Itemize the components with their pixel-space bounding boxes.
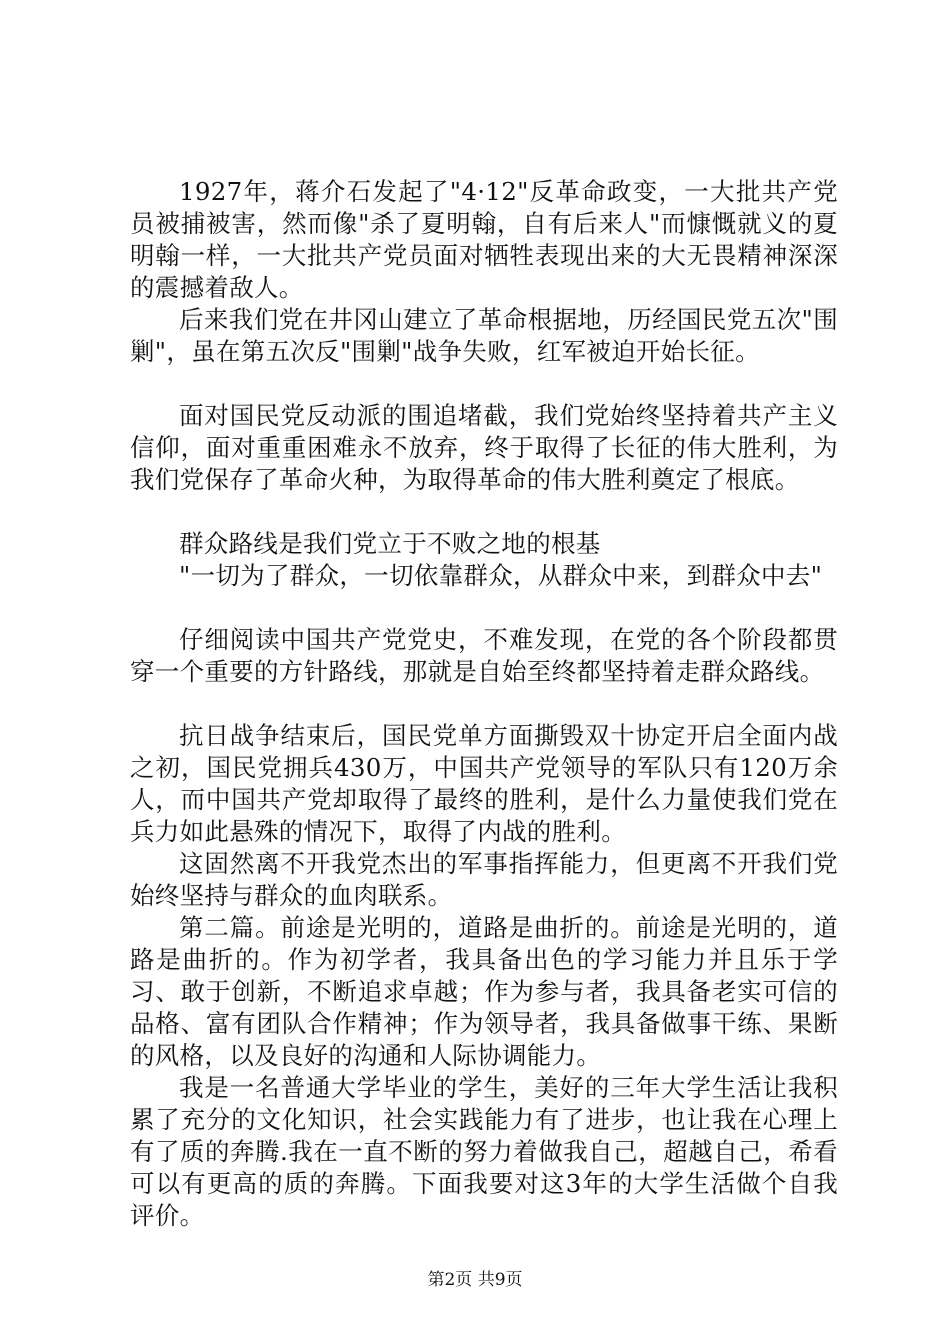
paragraph-5: 抗日战争结束后，国民党单方面撕毁双十协定开启全面内战之初，国民党拥兵430万，中国共产党领导的军队只有120万余人，而中国共产党却取得了最终的胜利，是什么力量使我们党在兵力如此悬殊的情况下，取得了内战的胜利。 bbox=[130, 721, 838, 846]
section-heading: 群众路线是我们党立于不败之地的根基 bbox=[179, 529, 601, 558]
paragraph-gap bbox=[130, 368, 838, 400]
paragraph-gap bbox=[130, 496, 838, 528]
document-body bbox=[130, 176, 838, 1232]
paragraph-6: 这固然离不开我党杰出的军事指挥能力，但更离不开我们党始终坚持与群众的血肉联系。 bbox=[130, 849, 838, 910]
paragraph-8: 我是一名普通大学毕业的学生，美好的三年大学生活让我积累了充分的文化知识，社会实践能力有了进步，也让我在心理上有了质的奔腾.我在一直不断的努力着做我自己，超越自己，希看可以有更高的质的奔腾。下面我要对这3年的大学生活做个自我评价。 bbox=[130, 1073, 839, 1230]
paragraph-3: 面对国民党反动派的围追堵截，我们党始终坚持着共产主义信仰，面对重重困难永不放弃，终于取得了长征的伟大胜利，为我们党保存了革命火种，为取得革命的伟大胜利奠定了根底。 bbox=[130, 401, 838, 494]
page-number-footer: 第2页 共9页 bbox=[427, 1270, 523, 1290]
paragraph-1: 1927年，蒋介石发起了"4·12"反革命政变，一大批共产党员被捕被害，然而像"杀了夏明翰，自有后来人"而慷慨就义的夏明翰一样，一大批共产党员面对牺牲表现出来的大无畏精神深深的震撼着敌人。 bbox=[130, 177, 838, 302]
slogan-quote: "一切为了群众，一切依靠群众，从群众中来，到群众中去" bbox=[179, 561, 823, 590]
paragraph-4: 仔细阅读中国共产党党史，不难发现，在党的各个阶段都贯穿一个重要的方针路线，那就是自始至终都坚持着走群众路线。 bbox=[130, 625, 838, 686]
paragraph-2: 后来我们党在井冈山建立了革命根据地，历经国民党五次"围剿"，虽在第五次反"围剿"战争失败，红军被迫开始长征。 bbox=[130, 305, 838, 366]
paragraph-gap bbox=[130, 592, 838, 624]
paragraph-7: 第二篇。前途是光明的，道路是曲折的。前途是光明的，道路是曲折的。作为初学者，我具备出色的学习能力并且乐于学习、敢于创新，不断追求卓越；作为参与者，我具备老实可信的品格、富有团队合作精神；作为领导者，我具备做事干练、果断的风格，以及良好的沟通和人际协调能力。 bbox=[130, 913, 838, 1070]
paragraph-gap bbox=[130, 688, 838, 720]
